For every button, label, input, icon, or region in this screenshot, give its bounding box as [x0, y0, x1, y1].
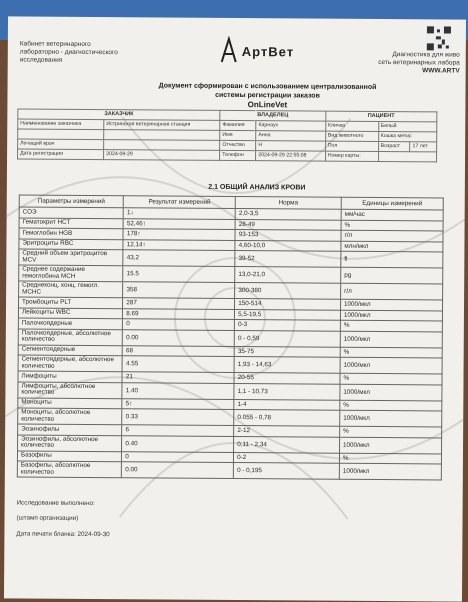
param-name: Палочкоядерные, абсолютное количество — [18, 328, 122, 345]
info-cell: Кличка — [325, 121, 378, 131]
param-value: 178↑ — [123, 229, 235, 240]
param-norm: 5,5-19,5 — [235, 309, 341, 320]
param-value: 4.55 — [122, 356, 234, 373]
param-name: Базофилы, абсолютное количество — [17, 461, 121, 478]
param-value: 287 — [123, 298, 235, 309]
param-name: Средний объем эритроцитов MCV — [19, 249, 123, 266]
param-unit: 1000/мкл — [340, 410, 442, 427]
param-norm: 35-75 — [234, 346, 340, 357]
param-norm: 0 - 0,195 — [234, 462, 340, 479]
param-name: Сегментоядерные, абсолютное количество — [18, 355, 122, 372]
param-norm: 20-55 — [234, 372, 340, 383]
param-name: Моноциты — [18, 397, 122, 408]
order-info-table — [17, 108, 437, 162]
document-title — [117, 81, 417, 110]
param-norm: 1-4 — [234, 399, 340, 410]
info-cell: Пол — [325, 141, 378, 151]
param-norm: 150-514 — [235, 298, 341, 309]
stamp-label: (штамп организации) — [16, 514, 79, 522]
col-header-unit: Единицы измерений — [341, 197, 443, 210]
lab-right-line: сеть ветеринарных лабора — [378, 58, 460, 67]
param-unit: мм/час — [341, 209, 443, 220]
info-cell: Карнаух — [256, 121, 326, 131]
param-unit: % — [341, 220, 443, 231]
lab-left-line: Кабинет ветеринарного — [19, 40, 91, 48]
param-value: 15.5 — [123, 266, 235, 283]
param-value: 43,2 — [123, 250, 235, 267]
info-cell: 2024-09-29 — [104, 150, 220, 161]
param-unit: 1000/мкл — [340, 357, 442, 374]
param-unit: % — [340, 347, 442, 358]
param-unit: % — [340, 373, 442, 384]
param-unit: г/л — [341, 283, 443, 300]
lab-right-line: WWW.ARTV — [422, 67, 460, 75]
customer-header: ЗАКАЗЧИК — [18, 109, 220, 120]
param-norm: 93-153 — [235, 229, 341, 240]
param-norm: 0,11 - 2,34 — [234, 436, 340, 453]
param-norm: 0.055 - 0,78 — [234, 409, 340, 426]
param-name: Среднеконц. конц. гемогл. MCHC — [19, 281, 123, 298]
param-unit: 1000/мкл — [339, 463, 441, 480]
blood-test-table — [17, 194, 444, 480]
info-cell — [378, 151, 437, 161]
param-name: Базофилы — [17, 450, 121, 461]
lab-right-line: Диагностика для живо — [392, 51, 460, 59]
artvet-logo — [220, 36, 295, 67]
param-name: Тромбоциты PLT — [19, 297, 123, 308]
param-unit: г/л — [341, 230, 443, 241]
info-cell: Имя — [220, 130, 256, 140]
param-value: 1.40 — [122, 382, 234, 399]
param-value: 68 — [123, 345, 235, 356]
param-norm: 0 - 0,59 — [234, 330, 340, 347]
param-value: 6 — [122, 425, 234, 436]
logo-text: АртВет — [241, 43, 295, 59]
info-cell — [18, 129, 104, 140]
param-norm: 4,60-10,0 — [235, 240, 341, 251]
param-value: 0 — [122, 451, 234, 462]
param-unit: 1000/мкл — [340, 299, 442, 310]
performed-by-label: Исследование выполнено: — [16, 499, 95, 508]
document-title-line: Документ сформирован с использованием централизованной — [158, 82, 377, 91]
param-name: Гематокрит HCT — [19, 217, 123, 228]
param-unit: % — [340, 400, 442, 411]
info-cell: Возраст — [378, 141, 410, 151]
param-name: Сегментоядерные — [18, 344, 122, 355]
info-cell: Кошка метис — [378, 131, 437, 141]
param-unit: % — [339, 453, 441, 464]
info-cell: Анна — [256, 131, 326, 141]
info-row — [18, 149, 437, 162]
param-name: Лимфоциты, абсолютное количество — [18, 381, 122, 398]
info-cell: Лечащий врач — [18, 139, 104, 150]
info-cell: Истринская ветеринарная станция — [104, 120, 220, 131]
param-name: Среднее содержание гемоглобина MCH — [19, 265, 123, 282]
info-cell: Дата регистрации — [18, 149, 104, 160]
param-name: СОЭ — [19, 207, 123, 218]
lab-left-header — [20, 40, 150, 65]
param-norm: 13,0-21,0 — [235, 266, 341, 283]
document-title-line: системы регистрации заказов — [215, 91, 320, 100]
param-unit: % — [340, 320, 442, 331]
param-value: 8.69 — [123, 308, 235, 319]
lab-report-sheet — [4, 16, 466, 601]
logo-mark-icon — [220, 36, 238, 66]
info-cell: Фамилия — [220, 120, 256, 130]
lab-right-header — [310, 51, 460, 76]
info-cell: Номер карты: — [325, 151, 378, 161]
param-value: 1↓ — [123, 208, 235, 219]
lab-left-line: лабораторно - диагностического — [19, 48, 118, 57]
param-value: 52,46↑ — [123, 218, 235, 229]
param-norm: 2,0-3,5 — [235, 209, 341, 220]
param-name: Лейкоциты WBC — [18, 307, 122, 318]
lab-left-line: исследования — [19, 56, 63, 64]
col-header-parameter: Параметры измерений — [19, 195, 123, 208]
qr-code-icon — [426, 25, 452, 51]
param-unit: % — [340, 426, 442, 437]
param-unit: 1000/мкл — [340, 310, 442, 321]
col-header-norm: Норма — [235, 197, 341, 210]
param-value: 0.33 — [122, 409, 234, 426]
param-norm: 1,1 - 10,73 — [234, 383, 340, 400]
print-date: Дата печати бланка: 2024-09-30 — [16, 530, 110, 539]
owner-header: ВЛАДЕЛЕЦ — [220, 110, 326, 121]
param-name: Палочкоядерные — [18, 318, 122, 329]
patient-header: ПАЦИЕНТ — [325, 111, 436, 122]
col-header-result: Результат измерений — [124, 196, 236, 209]
param-unit: 1000/мкл — [339, 437, 441, 454]
param-norm: 39-52 — [235, 250, 341, 267]
info-cell: Н — [256, 141, 326, 151]
param-norm: 0-3 — [235, 319, 341, 330]
param-unit: 1000/мкл — [340, 384, 442, 401]
param-norm: 2-12 — [234, 425, 340, 436]
param-name: Гемоглобин HGB — [19, 228, 123, 239]
info-cell: 17 лет — [410, 142, 437, 152]
section-title: 2.1 ОБЩИЙ АНАЛИЗ КРОВИ — [208, 183, 306, 192]
param-name: Эозинофилы, абсолютное количество — [18, 434, 122, 451]
document-brand: OnLineVet — [247, 100, 288, 110]
param-name: Лимфоциты — [18, 371, 122, 382]
param-unit: 1000/мкл — [340, 331, 442, 348]
param-norm: 28-49 — [235, 219, 341, 230]
results-body — [17, 207, 443, 480]
param-value: 358 — [123, 282, 235, 299]
param-name: Эозинофилы — [18, 424, 122, 435]
param-value: 0.00 — [122, 462, 234, 479]
param-value: 12,14↑ — [123, 239, 235, 250]
param-value: 21 — [122, 372, 234, 383]
param-value: 5↑ — [122, 398, 234, 409]
param-norm: 300-380 — [235, 282, 341, 299]
param-unit: млн/мкл — [341, 241, 443, 252]
param-name: Эритроциты RBC — [19, 238, 123, 249]
info-cell: Отчество — [220, 140, 256, 150]
info-cell: Белый — [378, 121, 437, 131]
param-norm: 0-2 — [234, 452, 340, 463]
param-value: 0.40 — [122, 435, 234, 452]
info-cell: Вид животного — [325, 131, 378, 141]
param-value: 0 — [123, 319, 235, 330]
param-norm: 1,93 - 14,63 — [234, 356, 340, 373]
param-unit: pg — [341, 267, 443, 284]
info-cell: Наименование заказчика — [18, 119, 104, 130]
result-row — [17, 461, 441, 480]
info-cell: 2024-09-29 22:55:08 — [256, 151, 326, 161]
param-name: Моноциты, абсолютное количество — [18, 408, 122, 425]
param-unit: fl — [341, 251, 443, 268]
info-cell: Телефон — [220, 150, 256, 160]
param-value: 0.00 — [123, 329, 235, 346]
